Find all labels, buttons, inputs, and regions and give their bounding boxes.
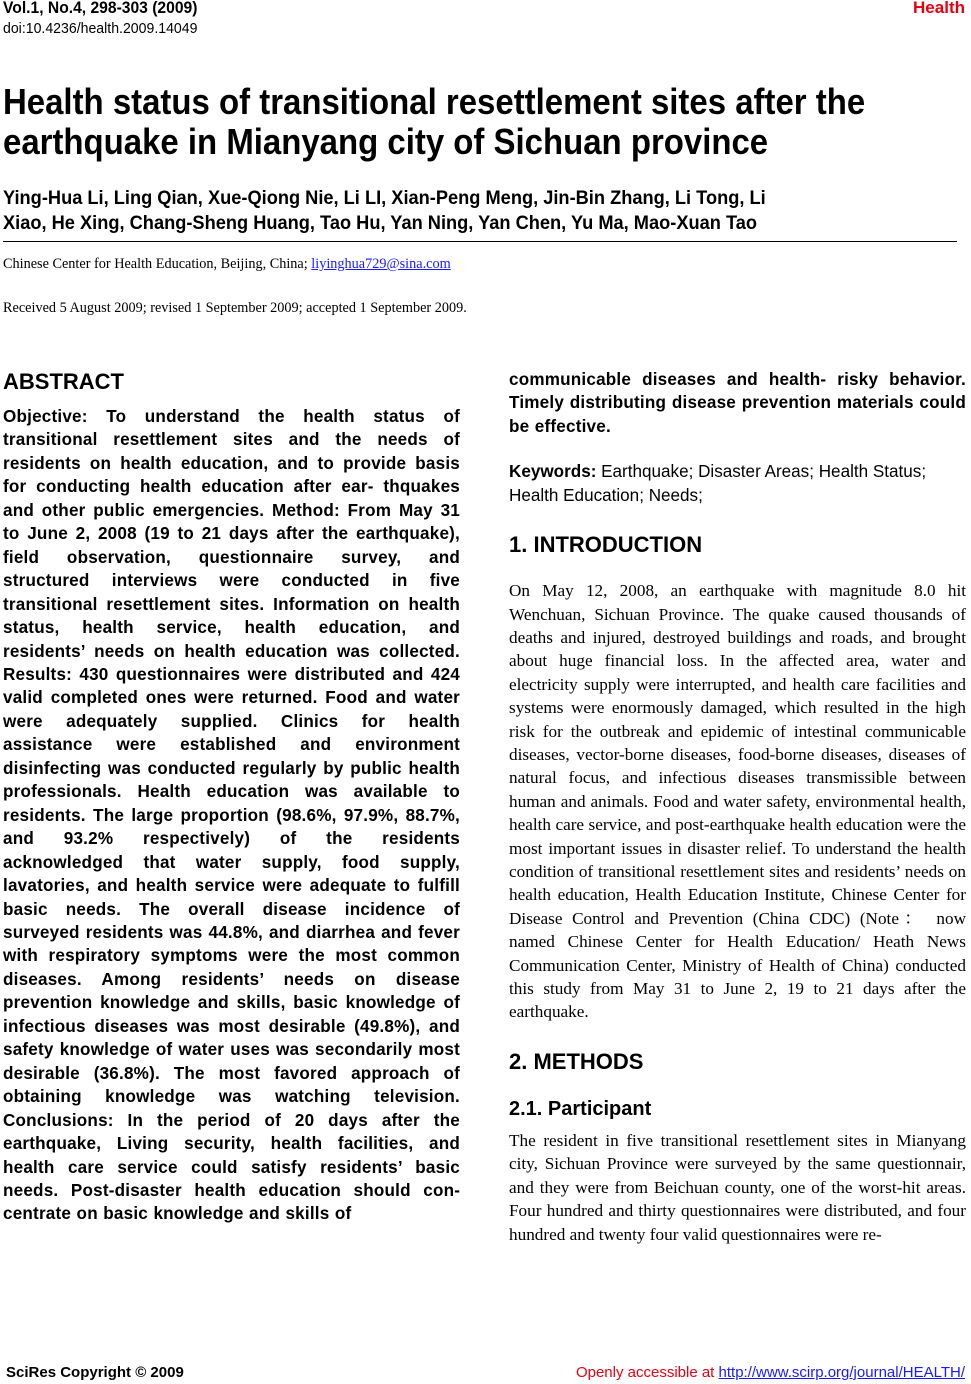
title-line-2: earthquake in Mianyang city of Sichuan province xyxy=(3,121,769,162)
authors-line-1: Ying-Hua Li, Ling Qian, Xue-Qiong Nie, Li LI, Xian-Peng Meng, Jin-Bin Zhang, Li Tong, Li xyxy=(3,187,766,209)
keywords-label: Keywords: xyxy=(509,462,597,482)
right-column xyxy=(509,368,966,1246)
journal-name: Health xyxy=(913,0,965,17)
authors-line-2: Xiao, He Xing, Chang-Sheng Huang, Tao Hu, Yan Ning, Yan Chen, Yu Ma, Mao-Xuan Tao xyxy=(3,212,758,234)
methods-heading: 2. METHODS xyxy=(509,1048,644,1074)
keywords-values: Earthquake; Disaster Areas; Health Status; Health Education; Needs; xyxy=(509,462,927,505)
title-line-1: Health status of transitional resettlement sites after the xyxy=(3,81,866,122)
participant-text: The resident in five transitional resettlement sites in Mianyang city, Sichuan Province were surveyed by the same questionnair, and they were from Beichuan county, one of the worst-hit areas. Four hundred and thirty questionnaires were distributed, and four hundred and twenty four valid questionnaires were re- xyxy=(509,1130,966,1244)
received-dates: Received 5 August 2009; revised 1 September 2009; accepted 1 September 2009. xyxy=(3,300,467,316)
article-title xyxy=(3,82,895,162)
author-email-link[interactable]: liyinghua729@sina.com xyxy=(311,256,451,272)
left-column xyxy=(3,368,460,1226)
abstract-heading: ABSTRACT xyxy=(3,369,124,394)
affiliation-text: Chinese Center for Health Education, Beijing, China; xyxy=(3,256,312,272)
journal-url-link[interactable]: http://www.scirp.org/journal/HEALTH/ xyxy=(718,1364,965,1381)
open-access-notice xyxy=(576,1364,965,1381)
affiliation xyxy=(3,256,451,273)
open-access-text: Openly accessible at xyxy=(575,1364,719,1381)
journal-reference: Vol.1, No.4, 298-303 (2009) xyxy=(3,0,198,17)
doi: doi:10.4236/health.2009.14049 xyxy=(3,20,198,37)
author-list xyxy=(3,186,971,236)
keywords xyxy=(509,460,966,507)
copyright-notice: SciRes Copyright © 2009 xyxy=(6,1364,184,1381)
introduction-text: On May 12, 2008, an earthquake with magnitude 8.0 hit Wenchuan, Sichuan Province. The quake caused thousands of deaths and injured, destroyed buildings and roads, and brought about huge financial loss. In the affected area, water and electricity supply were interrupted, and health care facilities and systems were enormously damaged, which resulted in the high risk for the outbreak and epidemic of intestinal communicable diseases, vector-borne diseases, food-borne diseases, diseases of natural focus, and infectious diseases transmissible between human and animals. Food and water safety, environmental health, health care service, and post-earthquake health education were the most important issues in disaster relief. To understand the health condition of transitional resettlement sites and residents’ needs on health education, Health Education Institute, Chinese Center for Disease Control and Prevention (China CDC) (Note： now named Chinese Center for Health Education/ Heath News Communication Center, Ministry of Health of China) conducted this study from May 31 to June 2, 19 to 21 days after the earthquake. xyxy=(509,581,966,1022)
abstract-text: Objective: To understand the health status of transitional resettlement sites and the needs of residents on health education, and to provide basis for conducting health education after ear- thquakes and other public emergencies. Method: From May 31 to June 2, 2008 (19 to 21 days after the earthquake), field observation, questionnaire survey, and structured interviews were conducted in five transitional resettlement sites. Information on health status, health service, health education, and residents’ needs on health education was collected. Results: 430 questionnaires were distributed and 424 valid completed ones were returned. Food and water were adequately supplied. Clinics for health assistance were established and environment disinfecting was conducted regularly by public health professionals. Health education was available to residents. The large proportion (98.6%, 97.9%, 88.7%, and 93.2% respectively) of the residents acknowledged that water supply, food supply, lavatories, and health service were adequate to fulfill basic needs. The overall disease incidence of surveyed residents was 44.8%, and diarrhea and fever with respiratory symptoms were the most common diseases. Among residents’ needs on disease prevention knowledge and skills, basic knowledge of infectious diseases was most desirable (49.8%), and safety knowledge of water uses was secondarily most desirable (36.8%). The most favored approach of obtaining knowledge was watching television. Conclusions: In the period of 20 days after the earthquake, Living security, health facilities, and health care service could satisfy residents’ basic needs. Post-disaster health education should concentrate on basic knowledge and skills of xyxy=(3,407,460,1224)
header-divider xyxy=(3,241,957,242)
abstract-text-continued: communicable diseases and health- risky behavior. Timely distributing disease prevention materials could be effective. xyxy=(509,370,966,436)
introduction-heading: 1. INTRODUCTION xyxy=(509,532,703,558)
participant-heading: 2.1. Participant xyxy=(509,1097,652,1120)
